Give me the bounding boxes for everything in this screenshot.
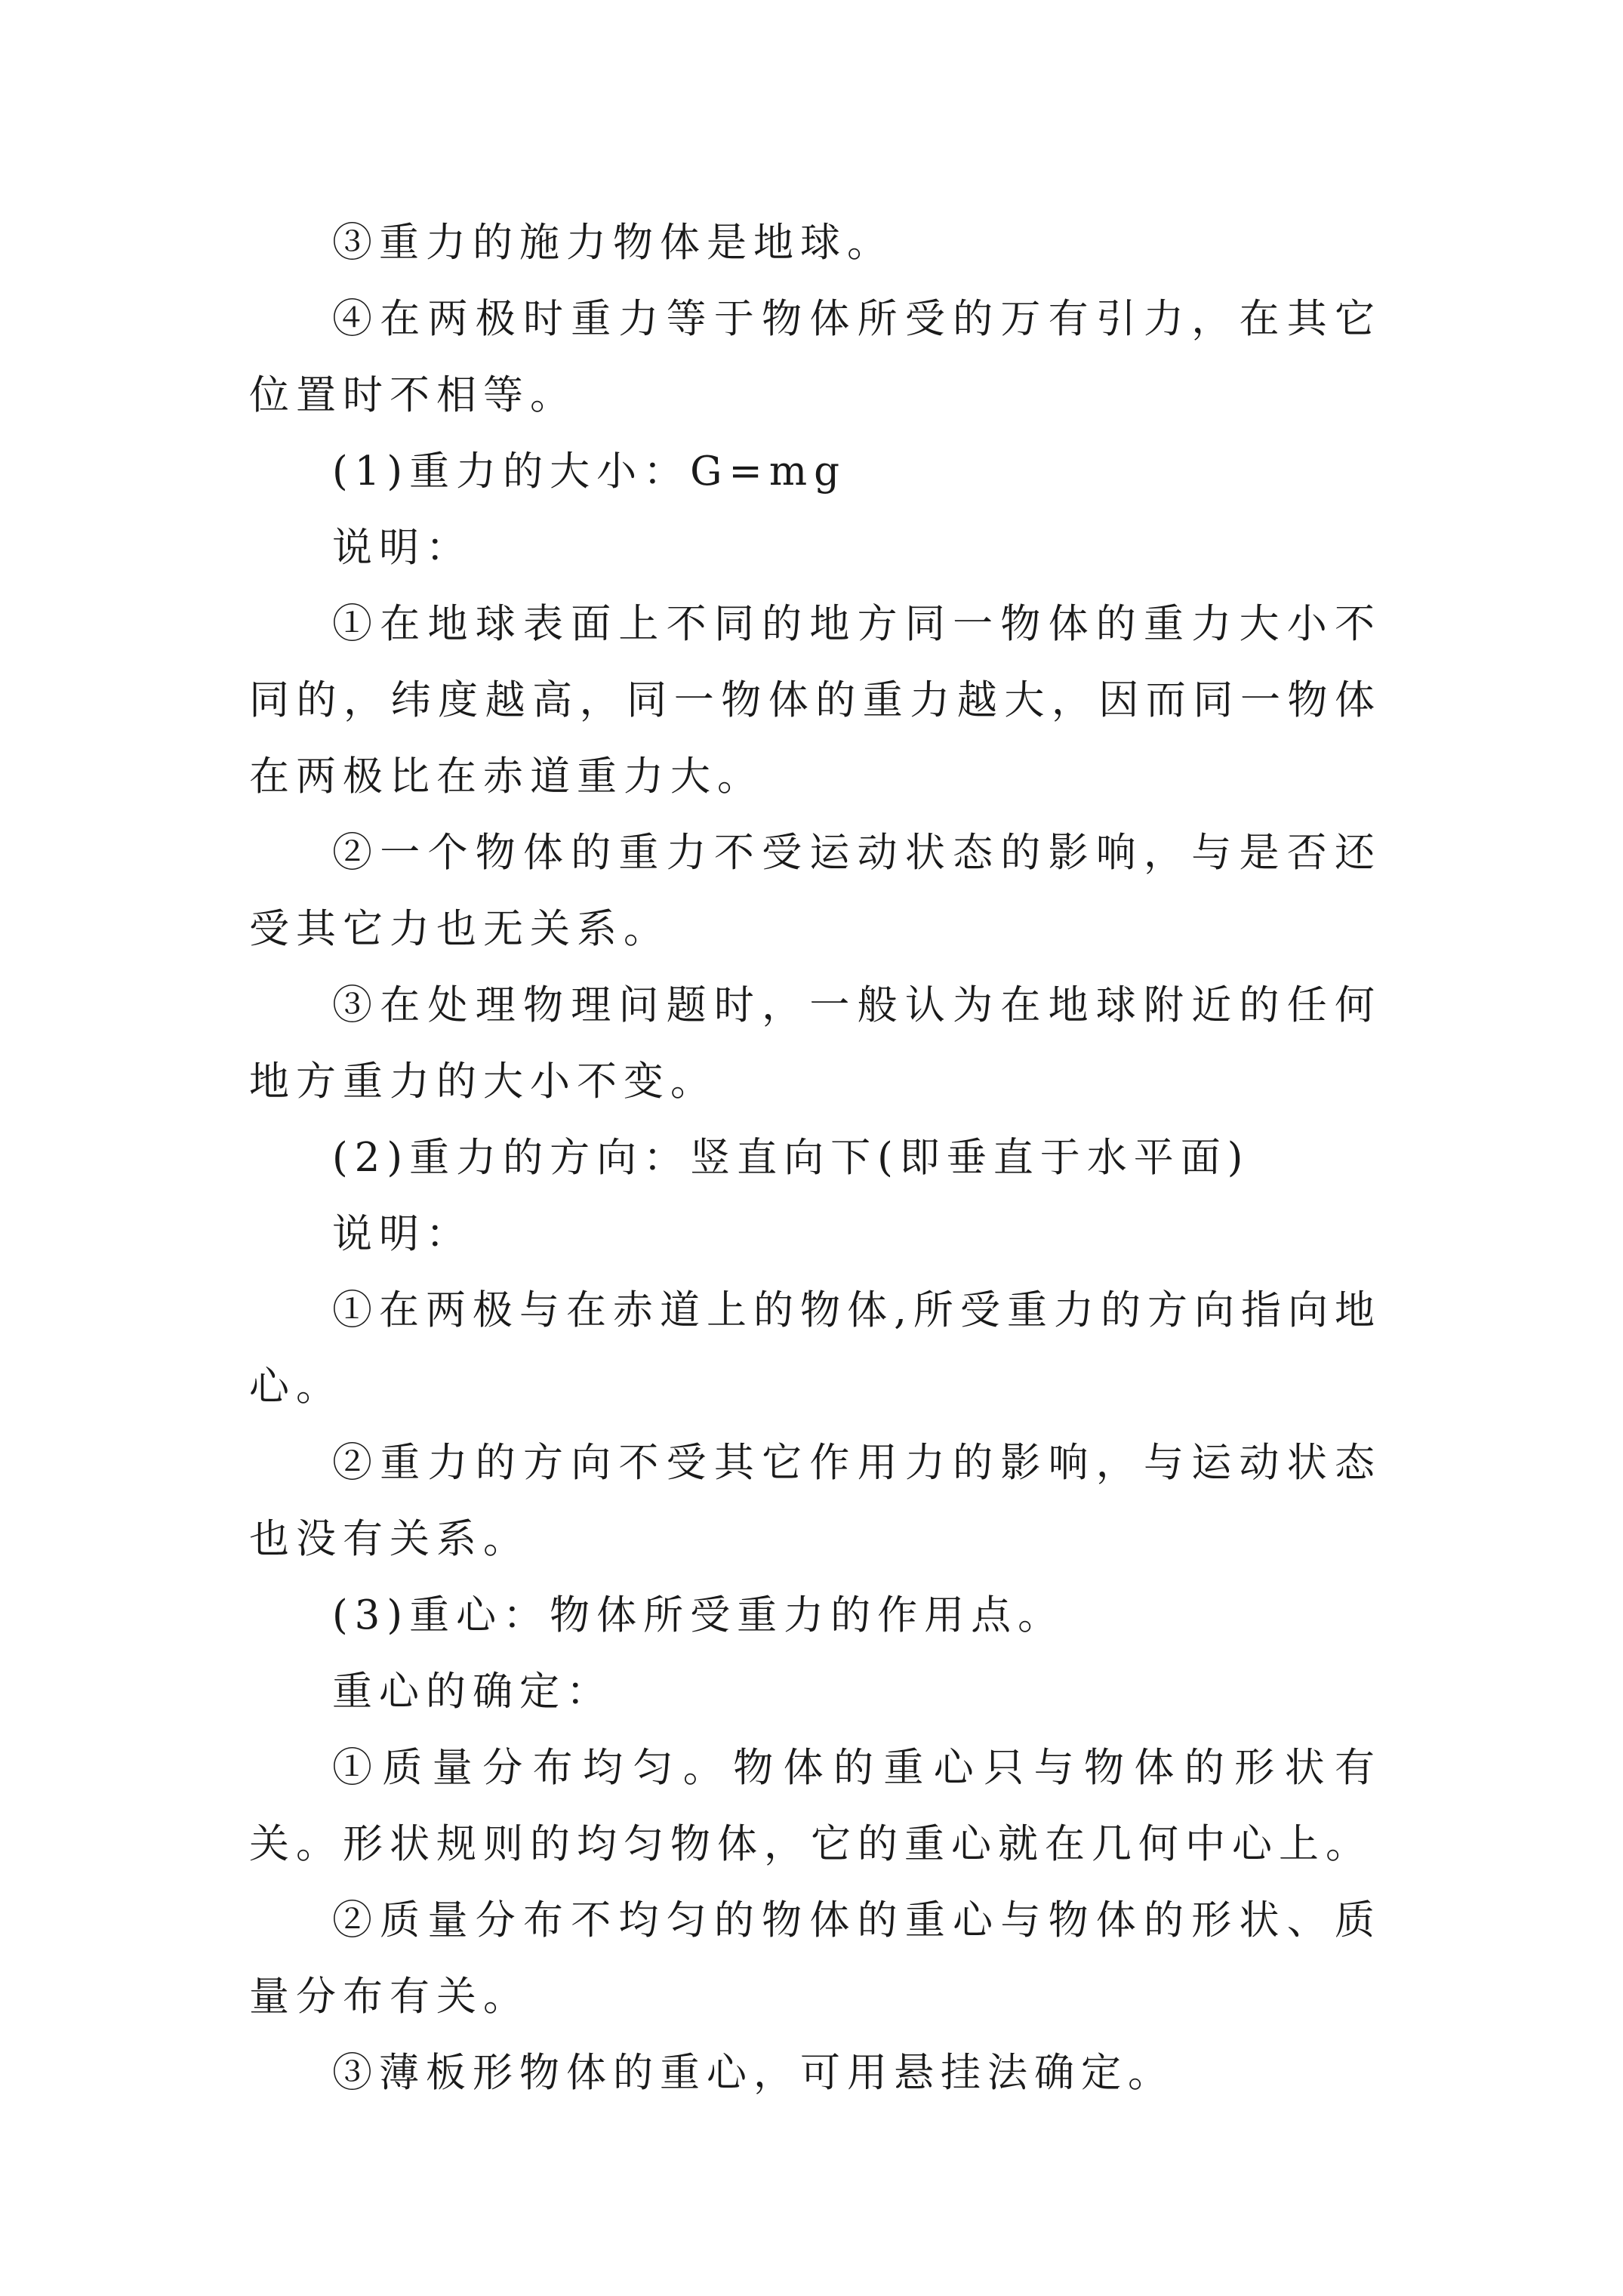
paragraph-gravity-source: ③重力的施力物体是地球。 bbox=[332, 220, 894, 266]
heading-gravity-direction: (2)重力的方向：竖直向下(即垂直于水平面) bbox=[332, 1135, 1250, 1181]
paragraph-uniform-mass: ①质量分布均匀。物体的重心只与物体的形状有关。形状规则的均匀物体，它的重心就在几何中心上。 bbox=[249, 1745, 1381, 1867]
paragraph-direction-independent: ②重力的方向不受其它作用力的影响，与运动状态也没有关系。 bbox=[249, 1440, 1381, 1562]
label-explanation: 说明： bbox=[332, 525, 473, 571]
document-body bbox=[249, 205, 1381, 2111]
paragraph-direction-earth-center: ①在两极与在赤道上的物体,所受重力的方向指向地心。 bbox=[249, 1287, 1381, 1410]
paragraph-gravity-poles: ④在两极时重力等于物体所受的万有引力，在其它位置时不相等。 bbox=[249, 296, 1381, 418]
label-determine-center: 重心的确定： bbox=[332, 1669, 613, 1715]
paragraph-constant-gravity: ③在处理物理问题时，一般认为在地球附近的任何地方重力的大小不变。 bbox=[249, 982, 1381, 1105]
heading-center-of-gravity: (3)重心：物体所受重力的作用点。 bbox=[332, 1592, 1065, 1638]
paragraph-motion-state: ②一个物体的重力不受运动状态的影响，与是否还受其它力也无关系。 bbox=[249, 830, 1381, 952]
paragraph-nonuniform-mass: ②质量分布不均匀的物体的重心与物体的形状、质量分布有关。 bbox=[249, 1897, 1381, 2020]
label-explanation-2: 说明： bbox=[332, 1211, 473, 1257]
paragraph-latitude: ①在地球表面上不同的地方同一物体的重力大小不同的，纬度越高，同一物体的重力越大，因而同一物体在两极比在赤道重力大。 bbox=[249, 601, 1381, 800]
paragraph-suspension-method: ③薄板形物体的重心，可用悬挂法确定。 bbox=[332, 2050, 1175, 2096]
heading-gravity-magnitude: (1)重力的大小：G=mg bbox=[332, 448, 847, 495]
